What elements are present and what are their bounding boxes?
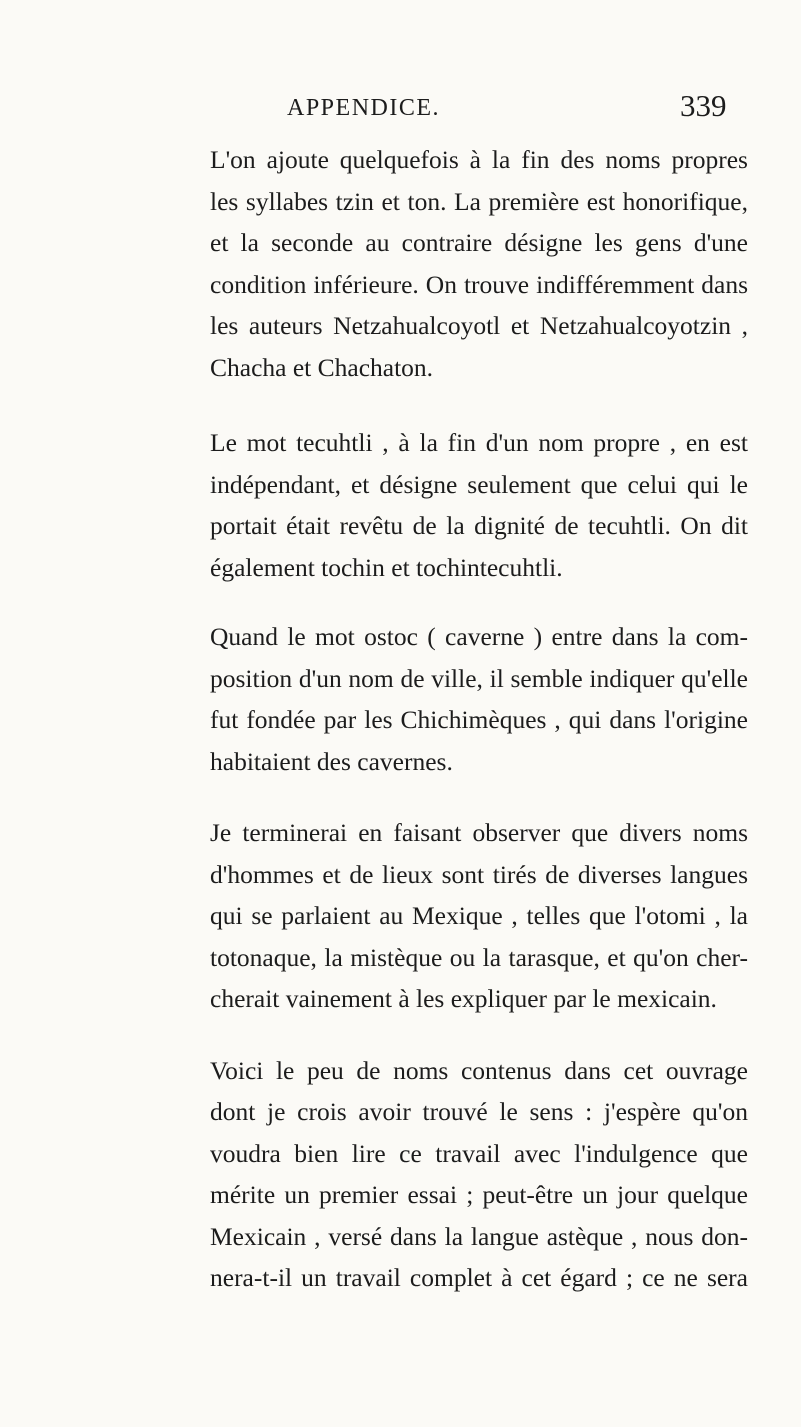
text-line: mérite un premier essai ; peut-être un jour quelque bbox=[210, 1180, 748, 1209]
page-number: 339 bbox=[680, 88, 727, 123]
text-line: position d'un nom de ville, il semble indiquer qu'elle bbox=[210, 663, 748, 693]
text-line: habitaient des cavernes. bbox=[210, 746, 453, 776]
text-line: cherait vainement à les expliquer par le mexicain. bbox=[210, 984, 717, 1013]
text-line: condition inférieure. On trouve indifféremment dans bbox=[210, 269, 748, 299]
paragraph-3 bbox=[208, 616, 748, 782]
text-line: les auteurs Netzahualcoyotl et Netzahualcoyotzin , bbox=[210, 311, 748, 340]
text-line: portait était revêtu de la dignité de tecuhtli. On dit bbox=[210, 511, 748, 540]
text-line: dont je crois avoir trouvé le sens : j'espère qu'on bbox=[210, 1097, 748, 1126]
text-line: Chacha et Chachaton. bbox=[210, 352, 434, 382]
paragraph-5 bbox=[208, 1050, 748, 1299]
body-text bbox=[208, 139, 748, 1325]
text-line: totonaque, la mistèque ou la tarasque, et qu'on cher- bbox=[210, 942, 748, 972]
paragraph-2 bbox=[208, 422, 748, 588]
text-line: L'on ajoute quelquefois à la fin des noms propres bbox=[210, 145, 748, 174]
text-line: et la seconde au contraire désigne les gens d'une bbox=[210, 228, 748, 257]
text-line: Je terminerai en faisant observer que divers noms bbox=[210, 818, 748, 847]
text-line: qui se parlaient au Mexique , telles que l'otomi , la bbox=[210, 901, 748, 930]
running-head: APPENDICE. bbox=[287, 95, 441, 121]
text-line: Voici le peu de noms contenus dans cet ouvrage bbox=[210, 1055, 748, 1085]
text-line: nera-t-il un travail complet à cet égard ; ce ne sera bbox=[210, 1263, 748, 1292]
text-line: indépendant, et désigne seulement que celui qui le bbox=[210, 469, 748, 499]
paragraph-4 bbox=[208, 812, 748, 1020]
text-line: Mexicain , versé dans la langue astèque , nous don- bbox=[210, 1221, 748, 1251]
text-line: également tochin et tochintecuhtli. bbox=[210, 552, 563, 582]
text-line: Le mot tecuhtli , à la fin d'un nom propre , en est bbox=[210, 428, 748, 457]
text-line: les syllabes tzin et ton. La première est honorifique, bbox=[210, 186, 748, 216]
text-line: d'hommes et de lieux sont tirés de diverses langues bbox=[210, 859, 748, 889]
text-line: Quand le mot ostoc ( caverne ) entre dans la com- bbox=[210, 622, 748, 651]
paragraph-1 bbox=[208, 139, 748, 388]
text-line: voudra bien lire ce travail avec l'indulgence que bbox=[210, 1138, 748, 1168]
text-line: fut fondée par les Chichimèques , qui dans l'origine bbox=[210, 705, 748, 734]
